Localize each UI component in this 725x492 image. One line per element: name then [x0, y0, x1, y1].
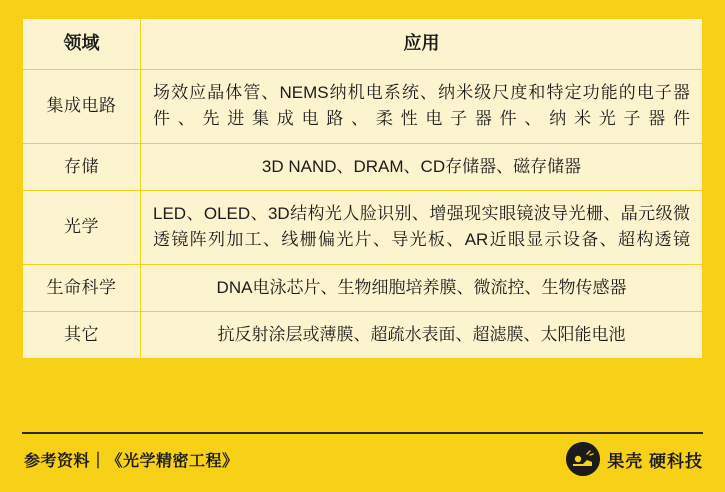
applications-table: [22, 18, 703, 359]
cell-domain: 存储: [23, 143, 141, 190]
cell-application: LED、OLED、3D结构光人脸识别、增强现实眼镜波导光栅、晶元级微透镜阵列加工、线栅偏光片、导光板、AR近眼显示设备、超构透镜: [141, 190, 703, 264]
footer: [22, 432, 703, 478]
table-row: [23, 190, 703, 264]
column-header-application: 应用: [141, 19, 703, 70]
brand-lockup: [566, 442, 703, 476]
table-header: [23, 19, 703, 70]
table-row: [23, 311, 703, 358]
cell-application: DNA电泳芯片、生物细胞培养膜、微流控、生物传感器: [141, 264, 703, 311]
cell-application: 场效应晶体管、NEMS纳机电系统、纳米级尺度和特定功能的电子器件、先进集成电路、柔性电子器件、纳米光子器件: [141, 69, 703, 143]
source-reference: 参考资料｜《光学精密工程》: [24, 453, 239, 470]
cell-domain: 生命科学: [23, 264, 141, 311]
cell-domain: 光学: [23, 190, 141, 264]
table-body: [23, 69, 703, 358]
cell-domain: 其它: [23, 311, 141, 358]
cell-domain: 集成电路: [23, 69, 141, 143]
brand-name: 果壳 硬科技: [607, 451, 703, 471]
guokr-hardtech-logo-icon: [566, 442, 600, 476]
cell-application: 3D NAND、DRAM、CD存储器、磁存储器: [141, 143, 703, 190]
footer-divider: [22, 432, 703, 434]
cell-application: 抗反射涂层或薄膜、超疏水表面、超滤膜、太阳能电池: [141, 311, 703, 358]
table-row: [23, 264, 703, 311]
table-row: [23, 69, 703, 143]
table-row: [23, 143, 703, 190]
table-header-row: [23, 19, 703, 70]
column-header-domain: 领域: [23, 19, 141, 70]
